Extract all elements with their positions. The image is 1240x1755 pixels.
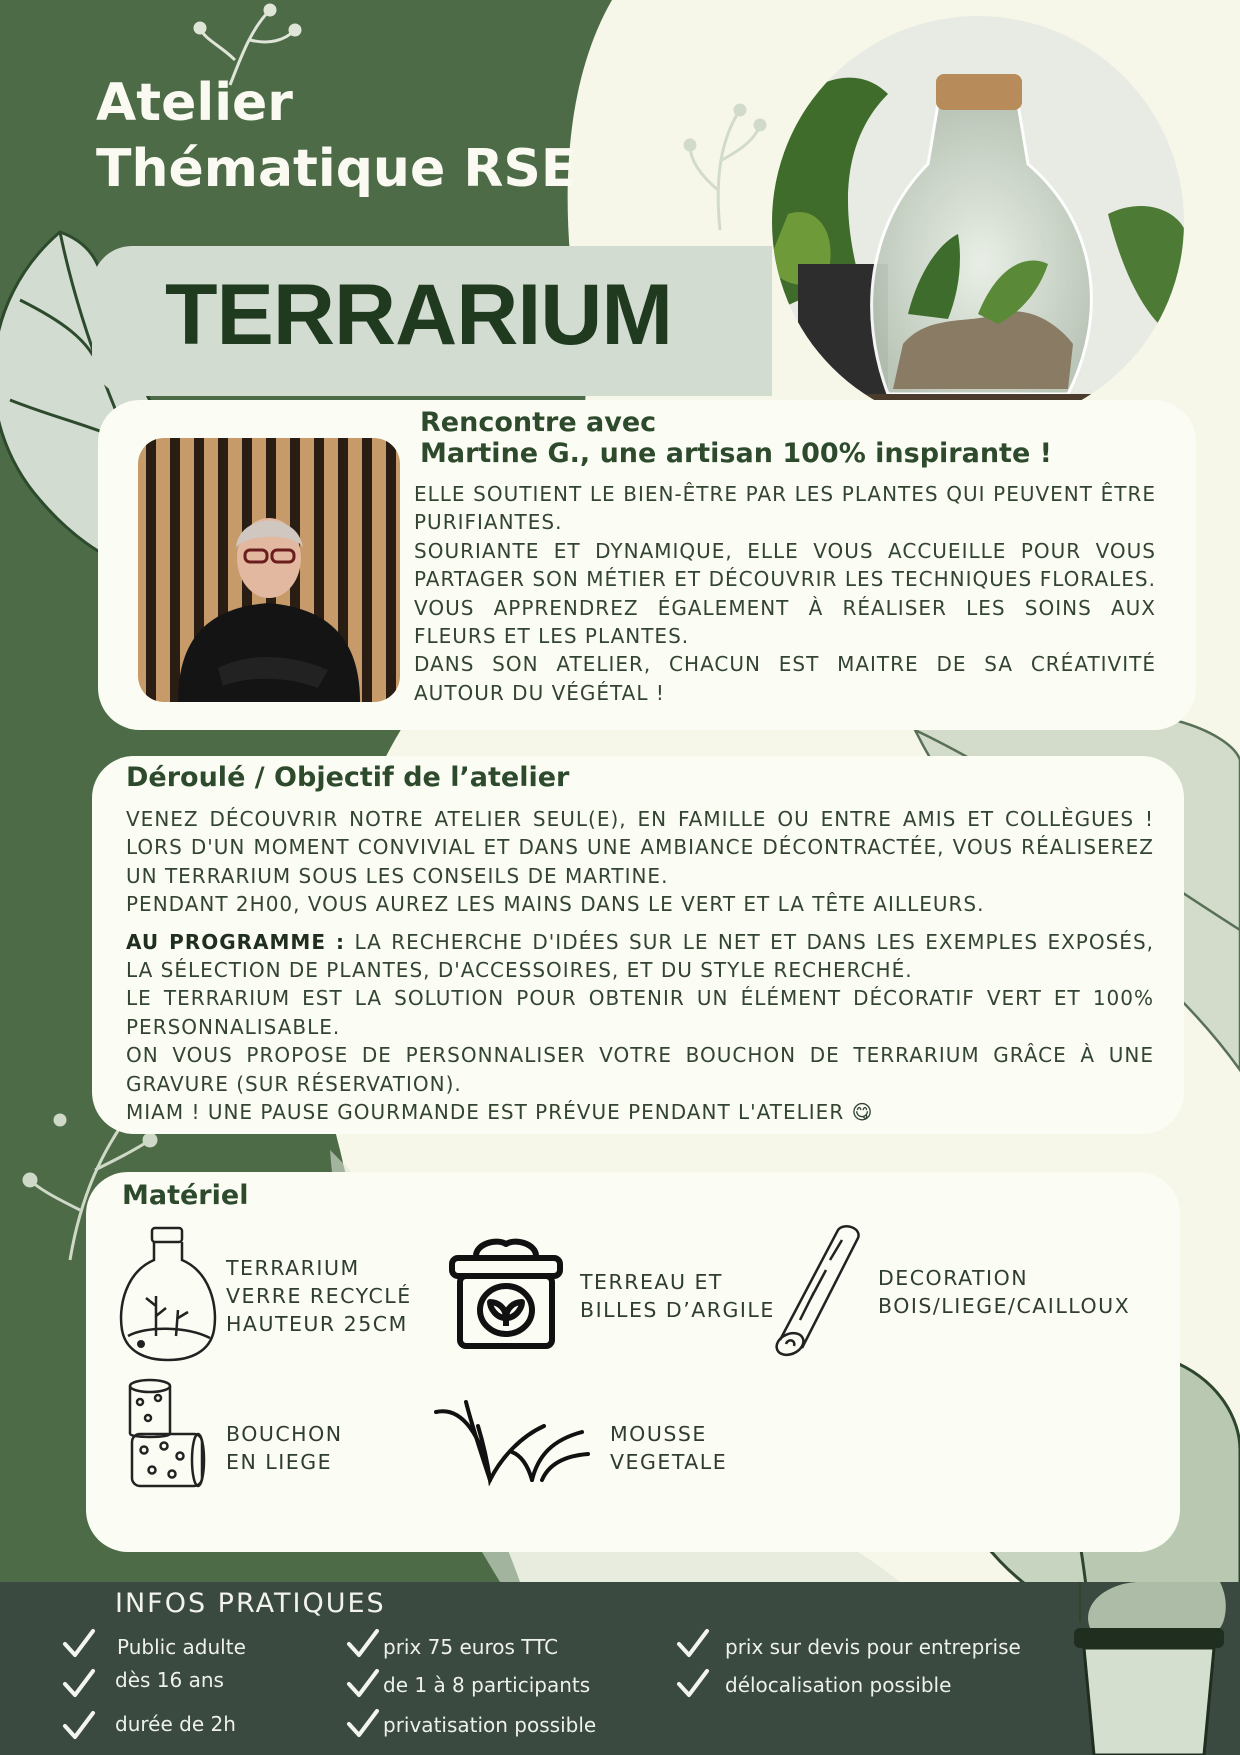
artisan-heading-line-2: Martine G., une artisan 100% inspirante ! <box>420 438 1052 469</box>
materiel-heading: Matériel <box>122 1180 249 1211</box>
artisan-heading <box>420 407 1052 469</box>
material-label: BOIS/LIEGE/CAILLOUX <box>878 1294 1131 1318</box>
info-item: délocalisation possible <box>725 1673 952 1697</box>
programme-paragraph <box>126 928 1154 985</box>
check-icon <box>676 1628 710 1660</box>
deroule-paragraph: PENDANT 2H00, VOUS AUREZ LES MAINS DANS LE VERT ET LA TÊTE AILLEURS. <box>126 892 985 917</box>
wood-log-icon <box>770 1220 866 1360</box>
material-label: BILLES D’ARGILE <box>580 1298 775 1322</box>
deroule-paragraph: VENEZ DÉCOUVRIR NOTRE ATELIER SEUL(E), EN FAMILLE OU ENTRE AMIS ET COLLÈGUES ! LORS D'UN MOMENT CONVIVIAL ET DANS UNE AMBIANCE DÉCONTRACTÉE, VOUS RÉALISEREZ UN TERRARIUM SOUS LES CONSEILS DE MARTINE. <box>126 807 1154 888</box>
material-label: DECORATION <box>878 1266 1029 1290</box>
check-icon <box>62 1710 96 1742</box>
material-item-decoration <box>878 1264 1130 1320</box>
soil-bag-icon <box>446 1234 566 1352</box>
deroule-paragraph: ON VOUS PROPOSE DE PERSONNALISER VOTRE BOUCHON DE TERRARIUM GRÂCE À UNE GRAVURE (SUR RÉSERVATION). <box>126 1043 1154 1096</box>
plant-pot-icon <box>1070 1582 1240 1755</box>
deroule-text <box>126 805 1154 1126</box>
page-title <box>96 70 576 202</box>
info-item: prix 75 euros TTC <box>383 1635 559 1659</box>
title-line-1: Atelier <box>96 73 293 133</box>
artisan-paragraph: DANS SON ATELIER, CHACUN EST MAITRE DE SA CRÉATIVITÉ AUTOUR DU VÉGÉTAL ! <box>414 652 1156 705</box>
material-item-cork <box>226 1420 343 1476</box>
deroule-paragraph: MIAM ! UNE PAUSE GOURMANDE EST PRÉVUE PENDANT L'ATELIER 😋 <box>126 1100 874 1125</box>
material-label: VERRE RECYCLÉ <box>226 1284 412 1308</box>
check-icon <box>346 1708 380 1740</box>
info-item: prix sur devis pour entreprise <box>725 1635 1021 1659</box>
info-item: privatisation possible <box>383 1713 597 1737</box>
material-item-moss <box>610 1420 727 1476</box>
artisan-paragraph: SOURIANTE ET DYNAMIQUE, ELLE VOUS ACCUEILLE POUR VOUS PARTAGER SON MÉTIER ET DÉCOUVRIR LES TECHNIQUES FLORALES. VOUS APPRENDREZ ÉGALEMENT À RÉALISER LES SOINS AUX FLEURS ET LES PLANTES. <box>414 538 1156 649</box>
sprig-mid-icon <box>685 105 765 230</box>
material-label: TERREAU ET <box>580 1270 723 1294</box>
workshop-name: TERRARIUM <box>165 267 672 363</box>
terrarium-jar-icon <box>116 1226 220 1362</box>
material-label: HAUTEUR 25CM <box>226 1312 408 1336</box>
check-icon <box>62 1668 96 1700</box>
info-item: durée de 2h <box>115 1712 236 1736</box>
info-item: Public adulte <box>117 1635 246 1659</box>
info-item: de 1 à 8 participants <box>383 1673 591 1697</box>
cork-icon <box>124 1378 210 1492</box>
artisan-paragraph: ELLE SOUTIENT LE BIEN-ÊTRE PAR LES PLANTES QUI PEUVENT ÊTRE PURIFIANTES. <box>414 482 1156 535</box>
artisan-heading-line-1: Rencontre avec <box>420 407 657 438</box>
material-label: MOUSSE <box>610 1422 707 1446</box>
check-icon <box>676 1668 710 1700</box>
info-item: dès 16 ans <box>115 1668 224 1692</box>
check-icon <box>346 1668 380 1700</box>
material-label: EN LIEGE <box>226 1450 333 1474</box>
check-icon <box>346 1628 380 1660</box>
moss-icon <box>432 1396 594 1486</box>
materiel-card <box>86 1172 1180 1552</box>
terrarium-photo <box>768 14 1188 430</box>
material-label: VEGETALE <box>610 1450 728 1474</box>
material-item-terrarium <box>226 1254 412 1338</box>
material-item-soil <box>580 1268 775 1324</box>
check-icon <box>62 1628 96 1660</box>
programme-label: AU PROGRAMME : <box>126 929 346 954</box>
title-line-2: Thématique RSE <box>96 139 577 199</box>
programme-text: LA RECHERCHE D'IDÉES SUR LE NET ET DANS LES EXEMPLES EXPOSÉS, LA SÉLECTION DE PLANTES, D'ACCESSOIRES, ET DU STYLE RECHERCHÉ. <box>126 929 1154 983</box>
artisan-description <box>414 480 1156 707</box>
material-label: TERRARIUM <box>226 1256 360 1280</box>
infos-heading: INFOS PRATIQUES <box>115 1588 386 1619</box>
deroule-paragraph: LE TERRARIUM EST LA SOLUTION POUR OBTENIR UN ÉLÉMENT DÉCORATIF VERT ET 100% PERSONNALISABLE. <box>126 986 1154 1039</box>
material-label: BOUCHON <box>226 1422 343 1446</box>
deroule-heading: Déroulé / Objectif de l’atelier <box>126 762 570 793</box>
artisan-photo <box>138 438 400 702</box>
